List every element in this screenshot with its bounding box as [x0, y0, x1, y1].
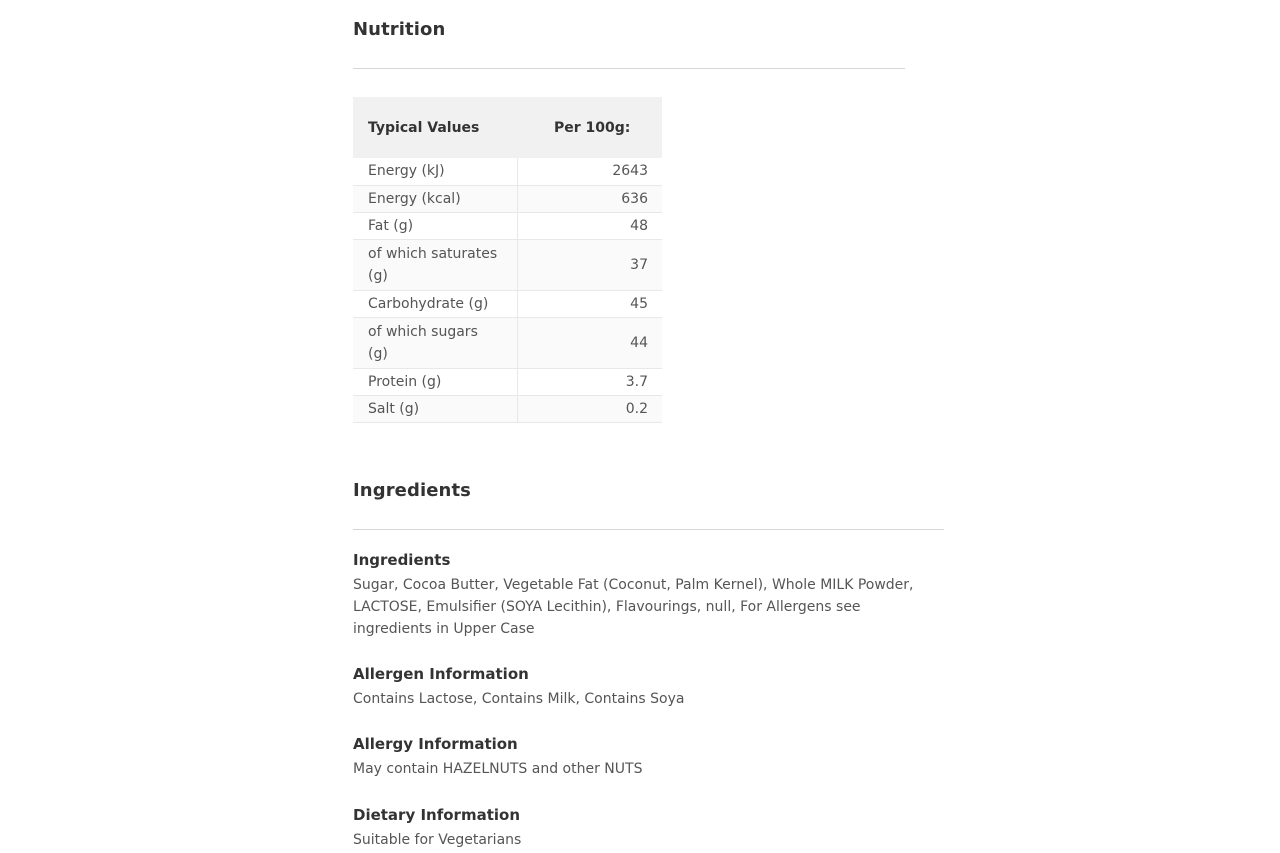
table-row [353, 158, 662, 185]
table-row [353, 317, 662, 368]
nutrient-name: Carbohydrate (g) [353, 290, 517, 317]
nutrient-value: 48 [517, 212, 662, 239]
allergen-block [353, 664, 953, 710]
nutrient-name: of which saturates (g) [353, 239, 517, 290]
nutrition-header-row [353, 97, 662, 158]
table-row [353, 395, 662, 422]
table-row [353, 368, 662, 395]
dietary-block [353, 805, 953, 851]
table-row [353, 185, 662, 212]
nutrient-name: Protein (g) [353, 368, 517, 395]
ingredients-block [353, 550, 953, 640]
nutrient-value: 3.7 [517, 368, 662, 395]
table-row [353, 239, 662, 290]
header-typical-values: Typical Values [353, 97, 517, 158]
allergen-heading: Allergen Information [353, 665, 529, 683]
dietary-heading: Dietary Information [353, 806, 520, 824]
nutrition-title: Nutrition [353, 19, 446, 40]
ingredients-section-title: Ingredients [353, 480, 471, 501]
nutrient-value: 2643 [517, 158, 662, 185]
nutrient-value: 45 [517, 290, 662, 317]
nutrient-name: of which sugars (g) [353, 317, 517, 368]
ingredients-text: Sugar, Cocoa Butter, Vegetable Fat (Coconut, Palm Kernel), Whole MILK Powder, LACTOSE, Emulsifier (SOYA Lecithin), Flavourings, null, For Allergens see ingredients in Upper Case [353, 577, 914, 637]
dietary-text: Suitable for Vegetarians [353, 832, 522, 848]
table-row [353, 212, 662, 239]
allergen-text: Contains Lactose, Contains Milk, Contains Soya [353, 691, 685, 707]
nutrient-value: 636 [517, 185, 662, 212]
header-per-100g: Per 100g: [517, 97, 662, 158]
nutrition-table [353, 97, 662, 423]
allergy-heading: Allergy Information [353, 735, 518, 753]
ingredients-heading: Ingredients [353, 551, 451, 569]
nutrient-value: 44 [517, 317, 662, 368]
ingredients-divider [353, 529, 944, 530]
nutrient-name: Energy (kcal) [353, 185, 517, 212]
nutrition-divider [353, 68, 905, 69]
table-row [353, 290, 662, 317]
nutrient-value: 37 [517, 239, 662, 290]
nutrient-value: 0.2 [517, 395, 662, 422]
allergy-text: May contain HAZELNUTS and other NUTS [353, 761, 643, 777]
nutrient-name: Fat (g) [353, 212, 517, 239]
allergy-block [353, 734, 953, 780]
nutrient-name: Energy (kJ) [353, 158, 517, 185]
nutrient-name: Salt (g) [353, 395, 517, 422]
